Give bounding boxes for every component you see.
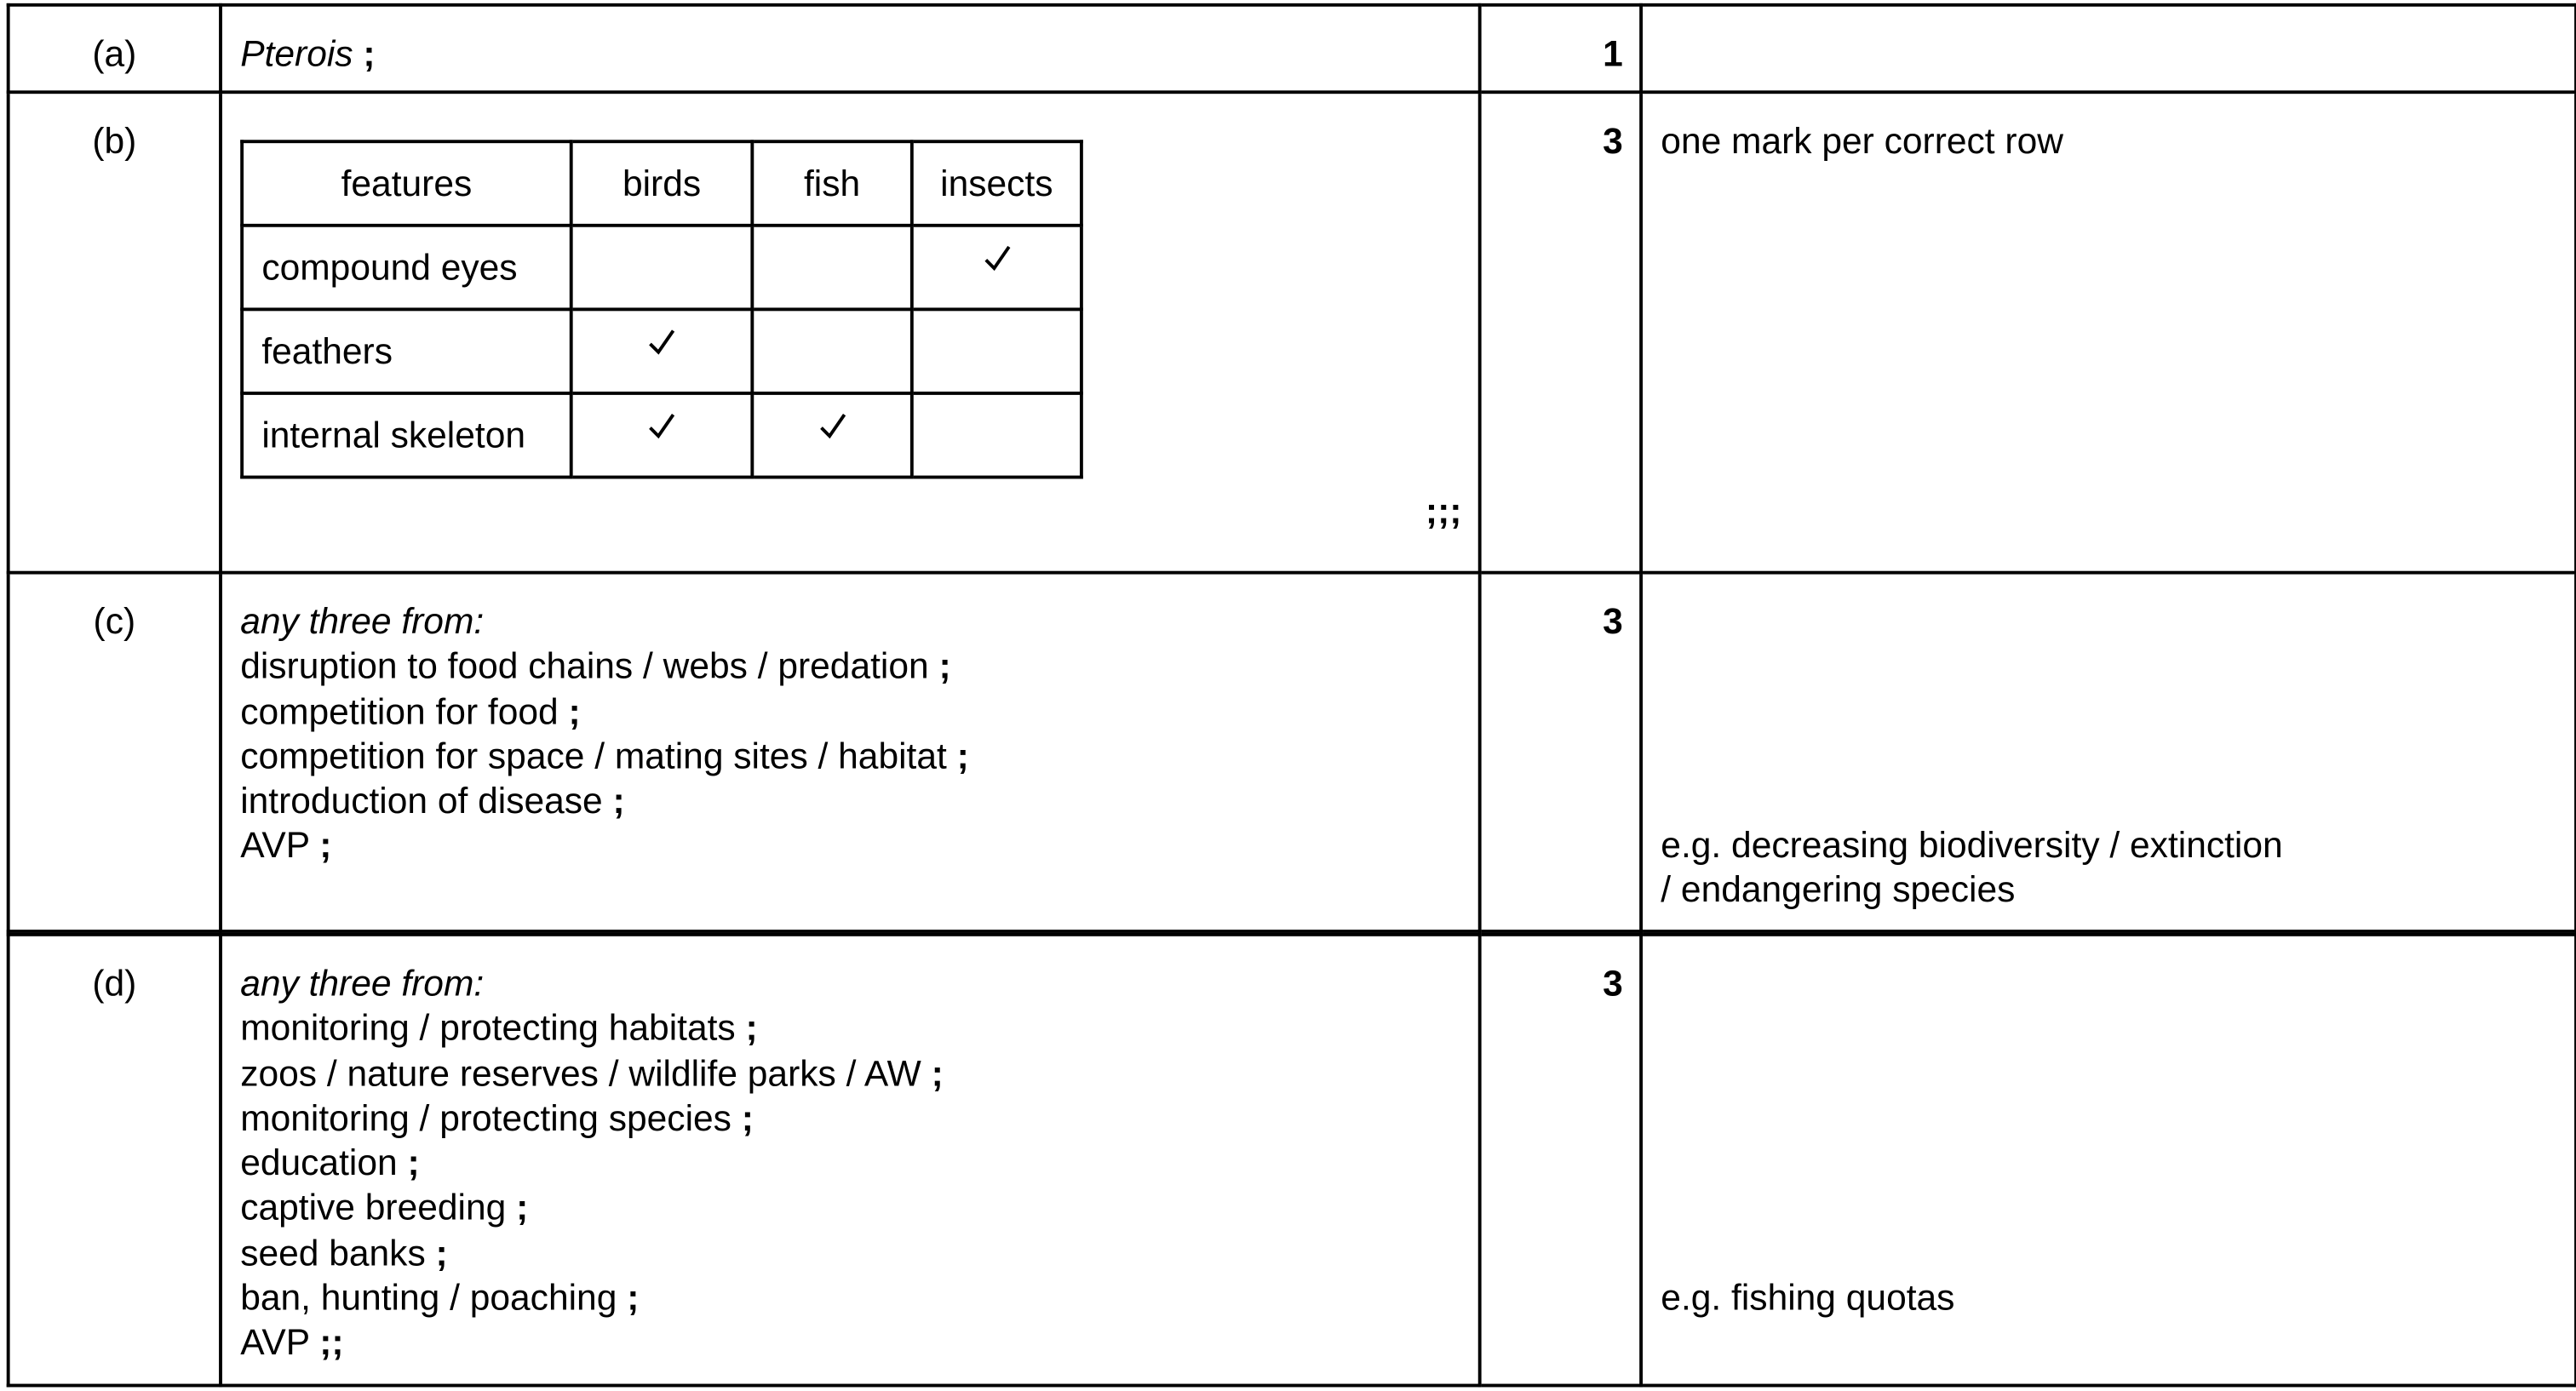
guidance-text: one mark per correct row [1661, 120, 2063, 162]
answer-line [240, 1096, 1461, 1141]
answer-intro: any three from: [240, 600, 485, 642]
part-label: (d) [9, 935, 221, 1386]
answer-text: zoos / nature reserves / wildlife parks / AW [240, 1052, 921, 1094]
features-header-row [242, 141, 1081, 226]
answer-cell [221, 573, 1480, 931]
answer-text: monitoring / protecting habitats [240, 1007, 736, 1049]
feature-label: feathers [242, 309, 571, 393]
guidance-cell [1641, 92, 2576, 572]
answer-line [240, 1230, 1461, 1275]
answer-text: competition for food [240, 690, 559, 732]
row-d [9, 935, 2576, 1386]
marks-value: 3 [1480, 92, 1641, 572]
answer-line [240, 1320, 1461, 1365]
mark-separator: ; [741, 1097, 754, 1139]
tick-cell [752, 226, 911, 310]
answer-cell [221, 92, 1480, 572]
tick-cell [912, 309, 1081, 393]
answer-cell [221, 5, 1480, 92]
marks-value: 3 [1480, 573, 1641, 931]
mark-separator: ; [931, 1052, 944, 1094]
answer-intro: any three from: [240, 962, 485, 1005]
part-label: (a) [9, 5, 221, 92]
guidance-text: e.g. fishing quotas [1661, 1276, 1955, 1319]
answer-text: AVP [240, 1321, 310, 1364]
answer-text: education [240, 1142, 398, 1184]
row-b [9, 92, 2576, 572]
answer-line [240, 1186, 1461, 1231]
mark-scheme-table-top [7, 3, 2576, 933]
answer-line [240, 1050, 1461, 1096]
header-birds: birds [571, 141, 753, 226]
answer-line [240, 734, 1461, 779]
answer-text: competition for space / mating sites / habitat [240, 735, 947, 777]
marks-value: 1 [1480, 5, 1641, 92]
tick-cell [571, 309, 753, 393]
answer-line [240, 1006, 1461, 1051]
guidance-text: e.g. decreasing biodiversity / extinction [1661, 824, 2283, 866]
answer-text: introduction of disease [240, 780, 603, 821]
guidance-cell [1641, 935, 2576, 1386]
answer-text: disruption to food chains / webs / predation [240, 645, 929, 687]
mark-separator: ; [407, 1142, 420, 1184]
guidance-cell [1641, 5, 2576, 92]
mark-separator: ;; [319, 1321, 344, 1364]
mark-separator: ; [745, 1007, 758, 1049]
answer-line [240, 644, 1461, 689]
mark-separator: ; [363, 32, 376, 74]
tick-cell [571, 393, 753, 478]
marks-value: 3 [1480, 935, 1641, 1386]
answer-line [240, 689, 1461, 734]
feature-row [242, 226, 1081, 310]
mark-separator: ; [612, 780, 625, 821]
feature-row [242, 309, 1081, 393]
header-fish: fish [752, 141, 911, 226]
mark-separator: ; [956, 735, 969, 777]
features-table [240, 140, 1083, 478]
guidance-text: / endangering species [1661, 869, 2016, 911]
header-insects: insects [912, 141, 1081, 226]
answer-pterois: Pterois [240, 32, 353, 74]
row-a [9, 5, 2576, 92]
tick-icon [647, 327, 677, 357]
tick-icon [818, 411, 847, 441]
mark-separator: ; [435, 1232, 448, 1274]
tick-cell [912, 393, 1081, 478]
answer-line [240, 1275, 1461, 1320]
guidance-cell [1641, 573, 2576, 931]
feature-label: compound eyes [242, 226, 571, 310]
answer-cell [221, 935, 1480, 1386]
answer-line [240, 779, 1461, 824]
tick-cell [571, 226, 753, 310]
marks-separator: ;;; [1425, 490, 1462, 532]
answer-text: seed banks [240, 1232, 426, 1274]
feature-label: internal skeleton [242, 393, 571, 478]
mark-scheme-table-bottom [7, 933, 2576, 1387]
mark-separator: ; [568, 690, 581, 732]
mark-separator: ; [319, 825, 332, 867]
tick-icon [647, 411, 677, 441]
answer-text: captive breeding [240, 1187, 507, 1228]
answer-text: ban, hunting / poaching [240, 1277, 617, 1319]
answer-text: monitoring / protecting species [240, 1097, 731, 1139]
tick-cell [752, 393, 911, 478]
answer-line [240, 823, 1461, 868]
mark-separator: ; [627, 1277, 640, 1319]
tick-cell [752, 309, 911, 393]
feature-row [242, 393, 1081, 478]
row-c [9, 573, 2576, 931]
part-label: (c) [9, 573, 221, 931]
header-features: features [242, 141, 571, 226]
tick-cell [912, 226, 1081, 310]
answer-line [240, 1141, 1461, 1186]
mark-separator: ; [938, 645, 951, 687]
tick-icon [982, 243, 1012, 273]
answer-text: AVP [240, 825, 310, 867]
mark-separator: ; [516, 1187, 529, 1228]
part-label: (b) [9, 92, 221, 572]
